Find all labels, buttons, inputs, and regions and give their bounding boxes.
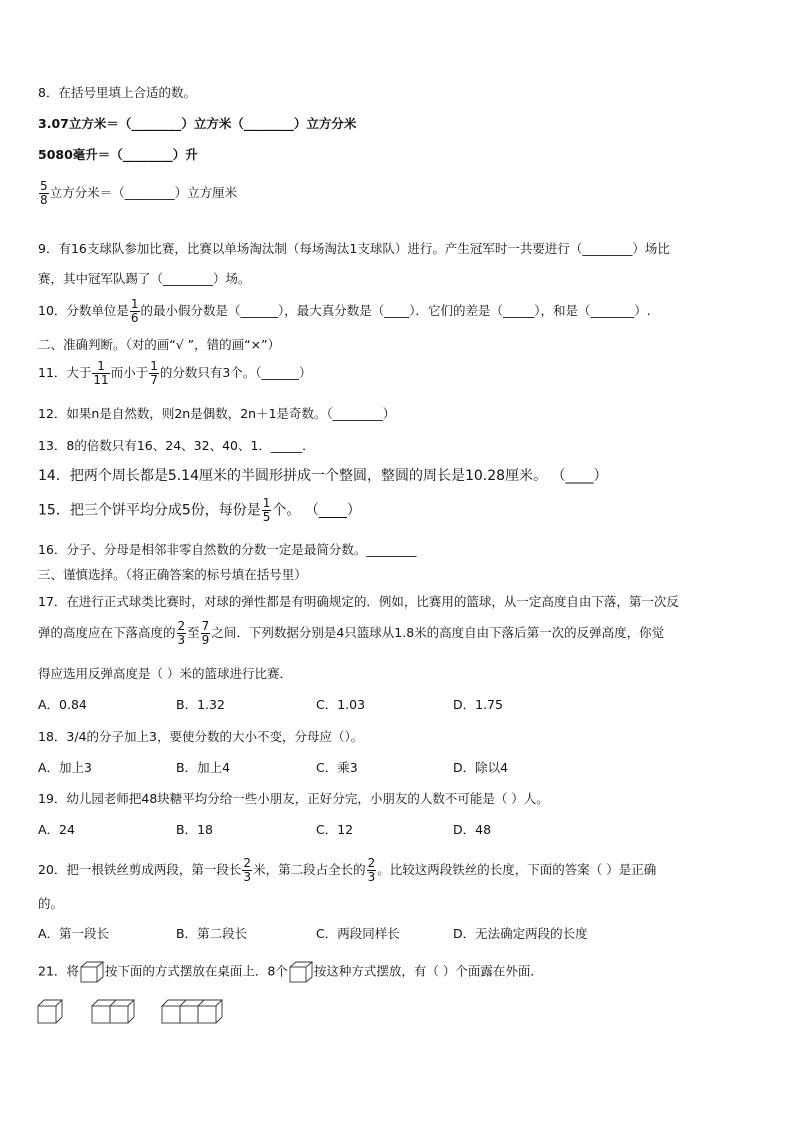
q20-mid: 米，第二段占全长的 (253, 862, 366, 877)
q20-option-b: B．第二段长 (176, 926, 248, 941)
q11-post: 的分数只有3个。（______） (159, 365, 312, 380)
q19-text: 19．幼儿园老师把48块糖平均分给一些小朋友，正好分完，小朋友的人数不可能是（ ）人。 (38, 791, 549, 806)
q17-line1: 17．在进行正式球类比赛时，对球的弹性都是有明确规定的．例如，比赛用的篮球，从一定高度自由下落，第一次反 (38, 594, 679, 609)
cube-icon (289, 961, 313, 983)
fraction: $\frac{1}{7}$ (150, 359, 158, 387)
q20-option-c: C．两段同样长 (316, 926, 400, 941)
q10-post: 的最小假分数是（______），最大真分数是（____）．它们的差是（_____），和是（_______）. (140, 303, 651, 318)
q20-option-d: D．无法确定两段的长度 (453, 926, 588, 941)
q15-line (38, 497, 361, 524)
q17-line2-pre: 弹的高度应在下落高度的 (38, 625, 176, 640)
fraction: $\frac{7}{9}$ (201, 619, 210, 647)
q11-mid: 而小于 (110, 365, 149, 380)
q9-line1: 9．有16支球队参加比赛，比赛以单场淘汰制（每场淘汰1支球队）进行。产生冠军时一共要进行（________）场比 (38, 241, 670, 256)
section3-title: 三、谨慎选择。（将正确答案的标号填在括号里） (38, 567, 307, 582)
q20-option-a: A．第一段长 (38, 926, 110, 941)
q17-option-b: B．1.32 (176, 697, 225, 712)
q17-option-d: D．1.75 (453, 697, 503, 712)
one-cube (38, 1000, 62, 1023)
q19-option-a: A．24 (38, 822, 75, 837)
q20-line1 (38, 857, 656, 884)
q17-line3: 得应选用反弹高度是（ ）米的篮球进行比赛． (38, 666, 292, 681)
fraction: $\frac{5}{8}$ (40, 179, 48, 207)
fraction: $\frac{1}{6}$ (130, 297, 139, 325)
q8-line3-text: 立方分米＝（________）立方厘米 (49, 185, 238, 200)
cube-icon (80, 961, 104, 983)
section2-title: 二、准确判断。（对的画“√ ”，错的画“×”） (38, 337, 281, 352)
q18-option-d: D．除以4 (453, 760, 509, 775)
q17-line2-post: 之间．下列数据分别是4只篮球从1.8米的高度自由下落后第一次的反弹高度，你觉 (211, 625, 665, 640)
q17-option-a: A．0.84 (38, 697, 87, 712)
q19-option-d: D．48 (453, 822, 492, 837)
q15-post: 个。 （____） (272, 502, 361, 519)
q21-line (38, 961, 543, 983)
cube-arrangements (36, 998, 236, 1026)
q21-mid: 按下面的方式摆放在桌面上．8个 (104, 963, 288, 979)
q18-option-b: B．加上4 (176, 760, 231, 775)
fraction: $\frac{2}{3}$ (367, 856, 376, 884)
q21-pre: 21．将 (38, 963, 79, 979)
three-cubes (162, 1000, 222, 1023)
fraction: $\frac{2}{3}$ (243, 856, 252, 884)
q17-line2-mid: 至 (187, 625, 200, 640)
q17-option-c: C．1.03 (316, 697, 366, 712)
q8-line1: 3.07立方米＝（________）立方米（________）立方分米 (38, 116, 357, 131)
q8-title: 8．在括号里填上合适的数。 (38, 85, 196, 100)
q11-pre: 11．大于 (38, 365, 92, 380)
q10-line (38, 298, 651, 325)
q20-post: 。比较这两段铁丝的长度，下面的答案（ ）是正确 (377, 862, 657, 877)
fraction: $\frac{1}{11}$ (93, 359, 109, 387)
q18-option-c: C．乘3 (316, 760, 358, 775)
q17-line2 (38, 620, 664, 647)
q10-pre: 10．分数单位是 (38, 303, 129, 318)
q15-pre: 15．把三个饼平均分成5份，每份是 (38, 502, 261, 519)
q9-line2: 赛，其中冠军队踢了（________）场。 (38, 271, 251, 286)
q19-option-b: B．18 (176, 822, 213, 837)
q18-option-a: A．加上3 (38, 760, 93, 775)
q20-pre: 20．把一根铁丝剪成两段，第一段长 (38, 862, 242, 877)
q16: 16．分子、分母是相邻非零自然数的分数一定是最简分数。________ (38, 542, 417, 557)
fraction: $\frac{2}{3}$ (177, 619, 186, 647)
q19-option-c: C．12 (316, 822, 354, 837)
q14: 14．把两个周长都是5.14厘米的半圆形拼成一个整圆，整圆的周长是10.28厘米。 （____） (38, 468, 608, 484)
q13: 13．8的倍数只有16、24、32、40、1．_____． (38, 438, 315, 453)
q8-line3 (38, 180, 237, 207)
fraction: $\frac{1}{5}$ (262, 496, 271, 524)
q18-text: 18．3/4的分子加上3，要使分数的大小不变，分母应（）。 (38, 729, 364, 744)
q20-line2: 的。 (38, 896, 64, 911)
q8-line2: 5080毫升＝（________）升 (38, 147, 198, 162)
q11-line (38, 360, 312, 387)
q12: 12．如果n是自然数，则2n是偶数，2n＋1是奇数。（________） (38, 406, 396, 421)
q21-post: 按这种方式摆放，有（ ）个面露在外面． (313, 963, 543, 979)
two-cubes (92, 1000, 134, 1023)
